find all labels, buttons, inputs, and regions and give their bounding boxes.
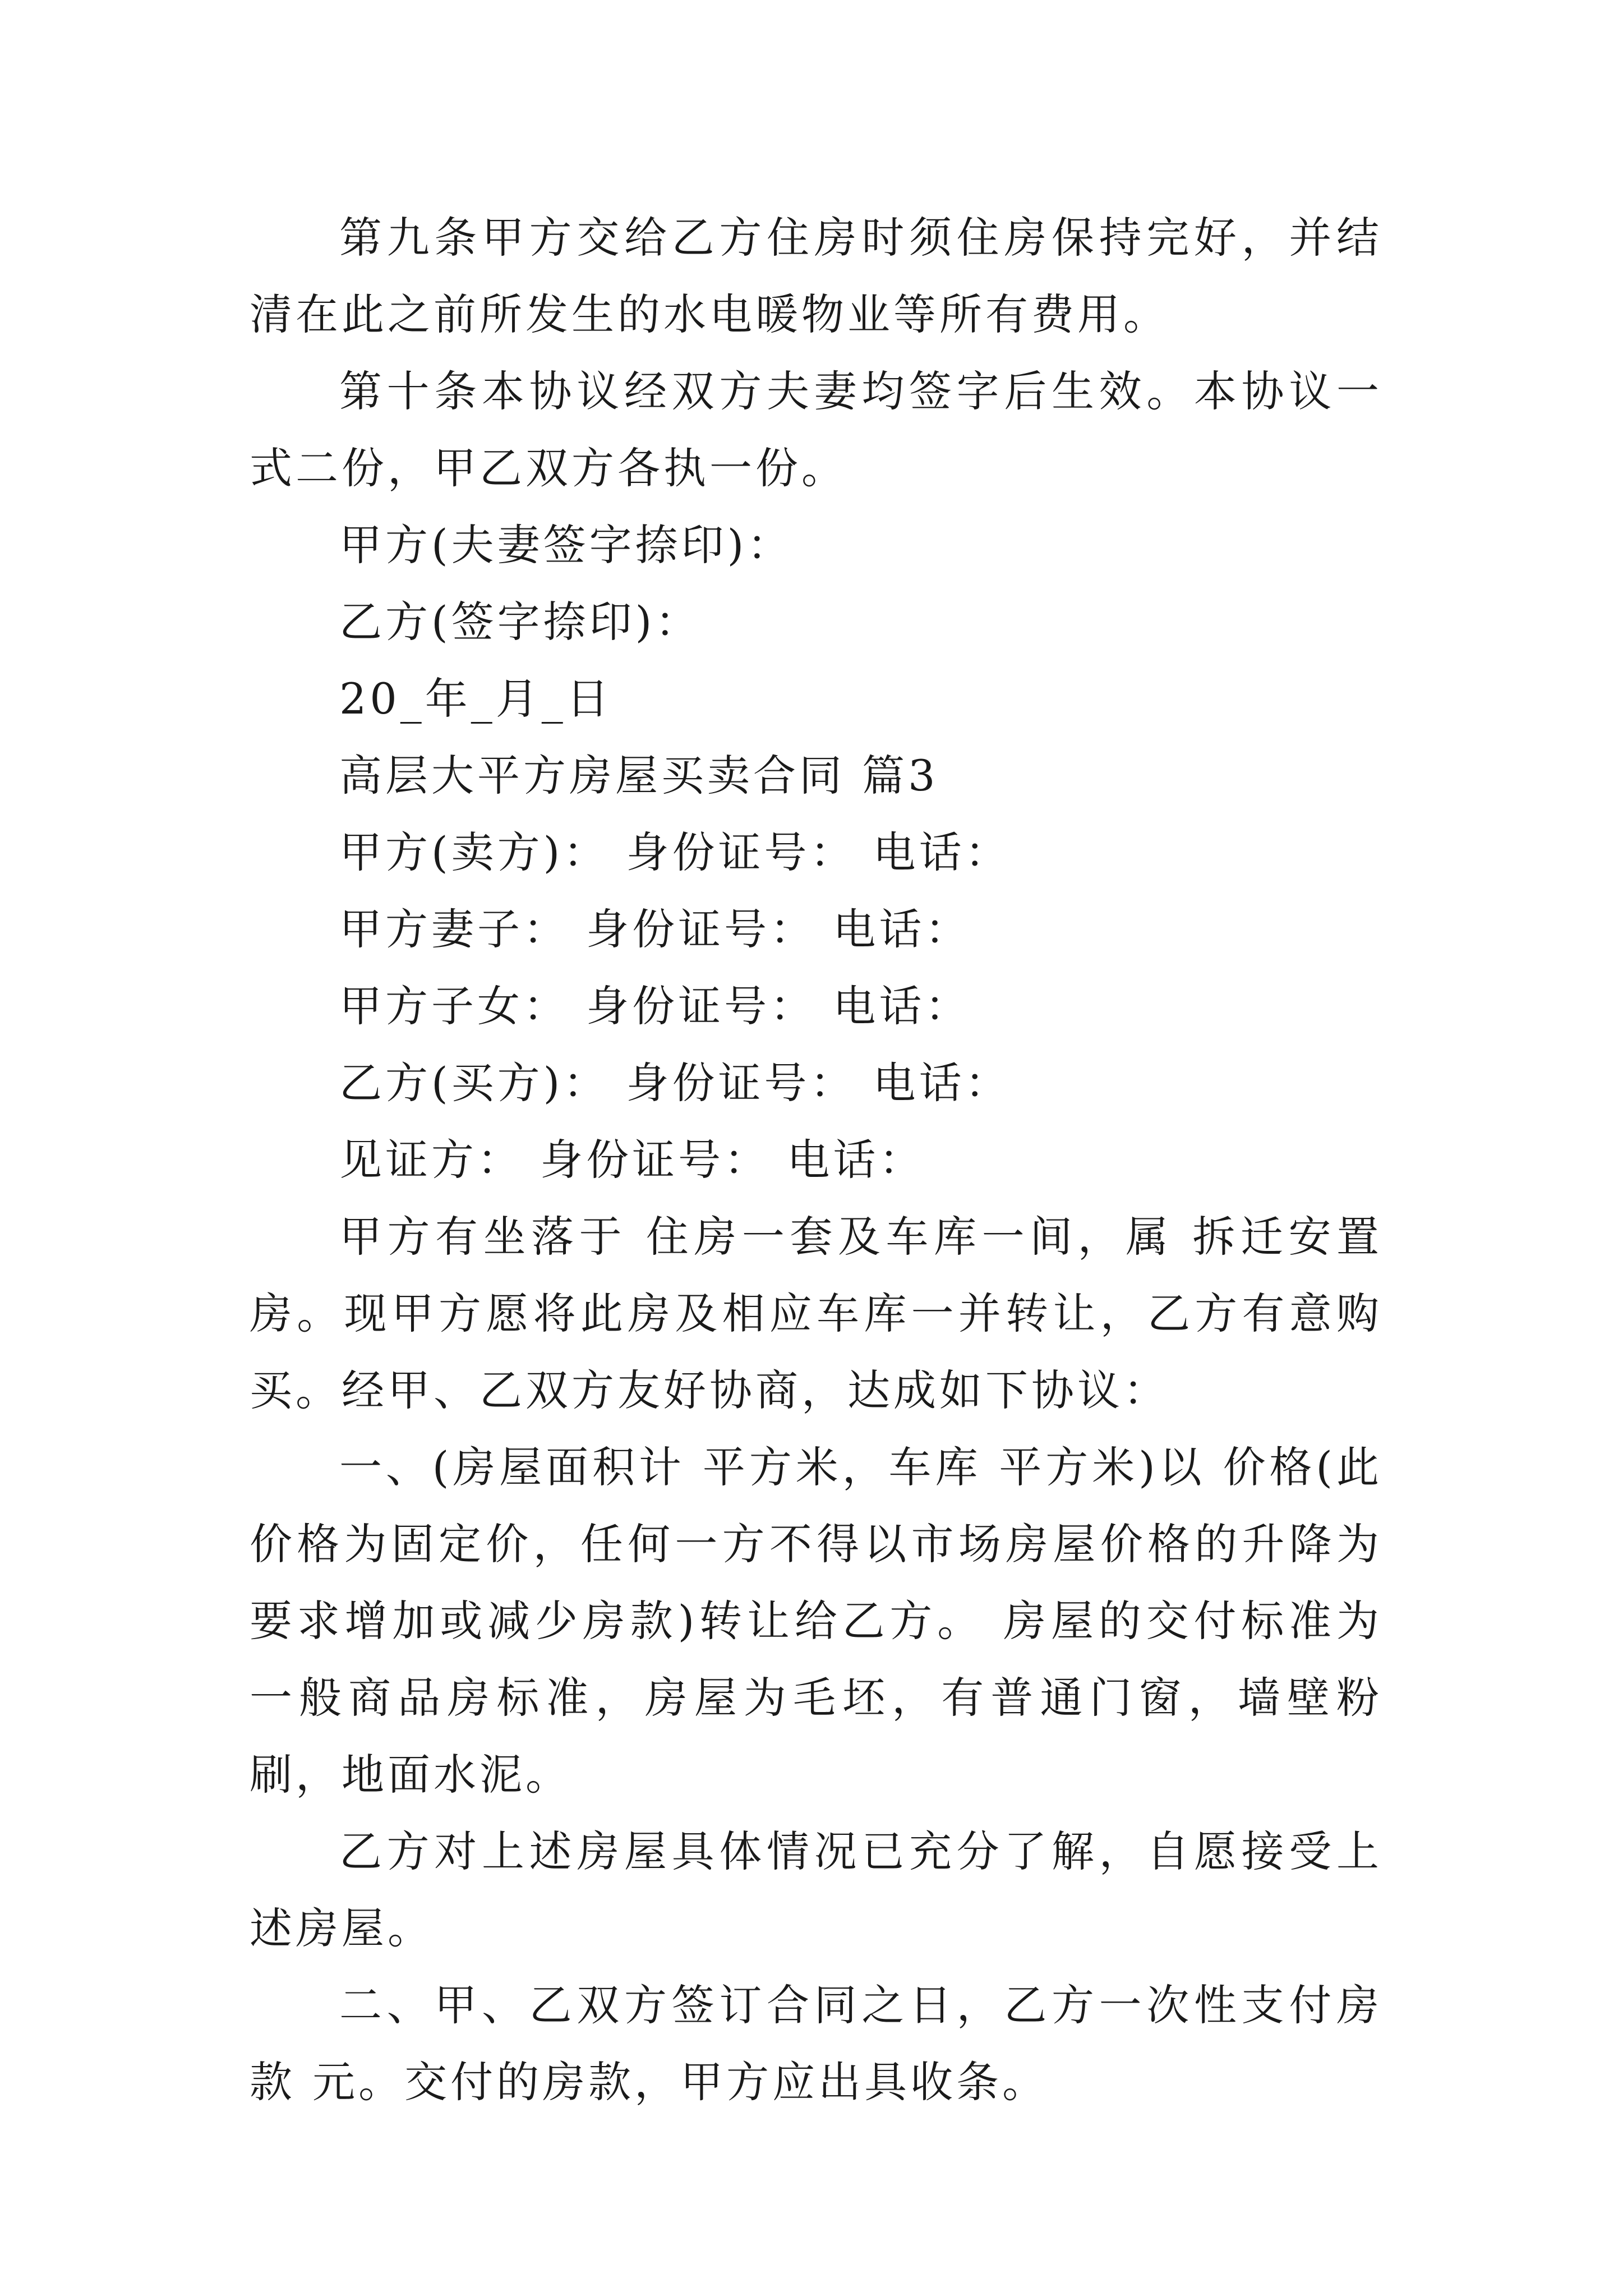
party-a-signature-line: 甲方(夫妻签字捺印)： [339, 520, 794, 570]
party-b-signature-line: 乙方(签字捺印)： [339, 597, 702, 647]
article-two-paragraph: 二、甲、乙双方签订合同之日，乙方一次性支付房款 元。交付的房款，甲方应出具收条。 [250, 1980, 1382, 2107]
witness-info-line: 见证方： 身份证号： 电话： [339, 1135, 925, 1185]
date-line: 20_年_月_日 [339, 674, 612, 724]
contract-title: 高层大平方房屋买卖合同 篇3 [339, 751, 939, 800]
buyer-info-line: 乙方(买方)： 身份证号： 电话： [339, 1058, 1011, 1108]
article-one-paragraph: 一、(房屋面积计 平方米，车库 平方米)以 价格(此价格为固定价，任何一方不得以市场房屋价格的升降为要求增加或减少房款)转让给乙方。 房屋的交付标准为一般商品房标准，房屋为毛坯，有普通门窗，墙壁粉刷，地面水泥。 [250, 1442, 1382, 1800]
buyer-acceptance-paragraph: 乙方对上述房屋具体情况已充分了解，自愿接受上述房屋。 [250, 1826, 1382, 1953]
property-description-paragraph: 甲方有坐落于 住房一套及车库一间，属 拆迁安置房。现甲方愿将此房及相应车库一并转让，乙方有意购买。经甲、乙双方友好协商，达成如下协议： [250, 1212, 1382, 1415]
seller-children-info-line: 甲方子女： 身份证号： 电话： [339, 981, 971, 1031]
seller-info-line: 甲方(卖方)： 身份证号： 电话： [339, 827, 1011, 877]
clause-nine-paragraph: 第九条甲方交给乙方住房时须住房保持完好，并结清在此之前所发生的水电暖物业等所有费用。 [250, 213, 1382, 339]
clause-ten-paragraph: 第十条本协议经双方夫妻均签字后生效。本协议一式二份，甲乙双方各执一份。 [250, 366, 1382, 493]
document-body [250, 199, 1382, 2120]
seller-wife-info-line: 甲方妻子： 身份证号： 电话： [339, 904, 971, 954]
